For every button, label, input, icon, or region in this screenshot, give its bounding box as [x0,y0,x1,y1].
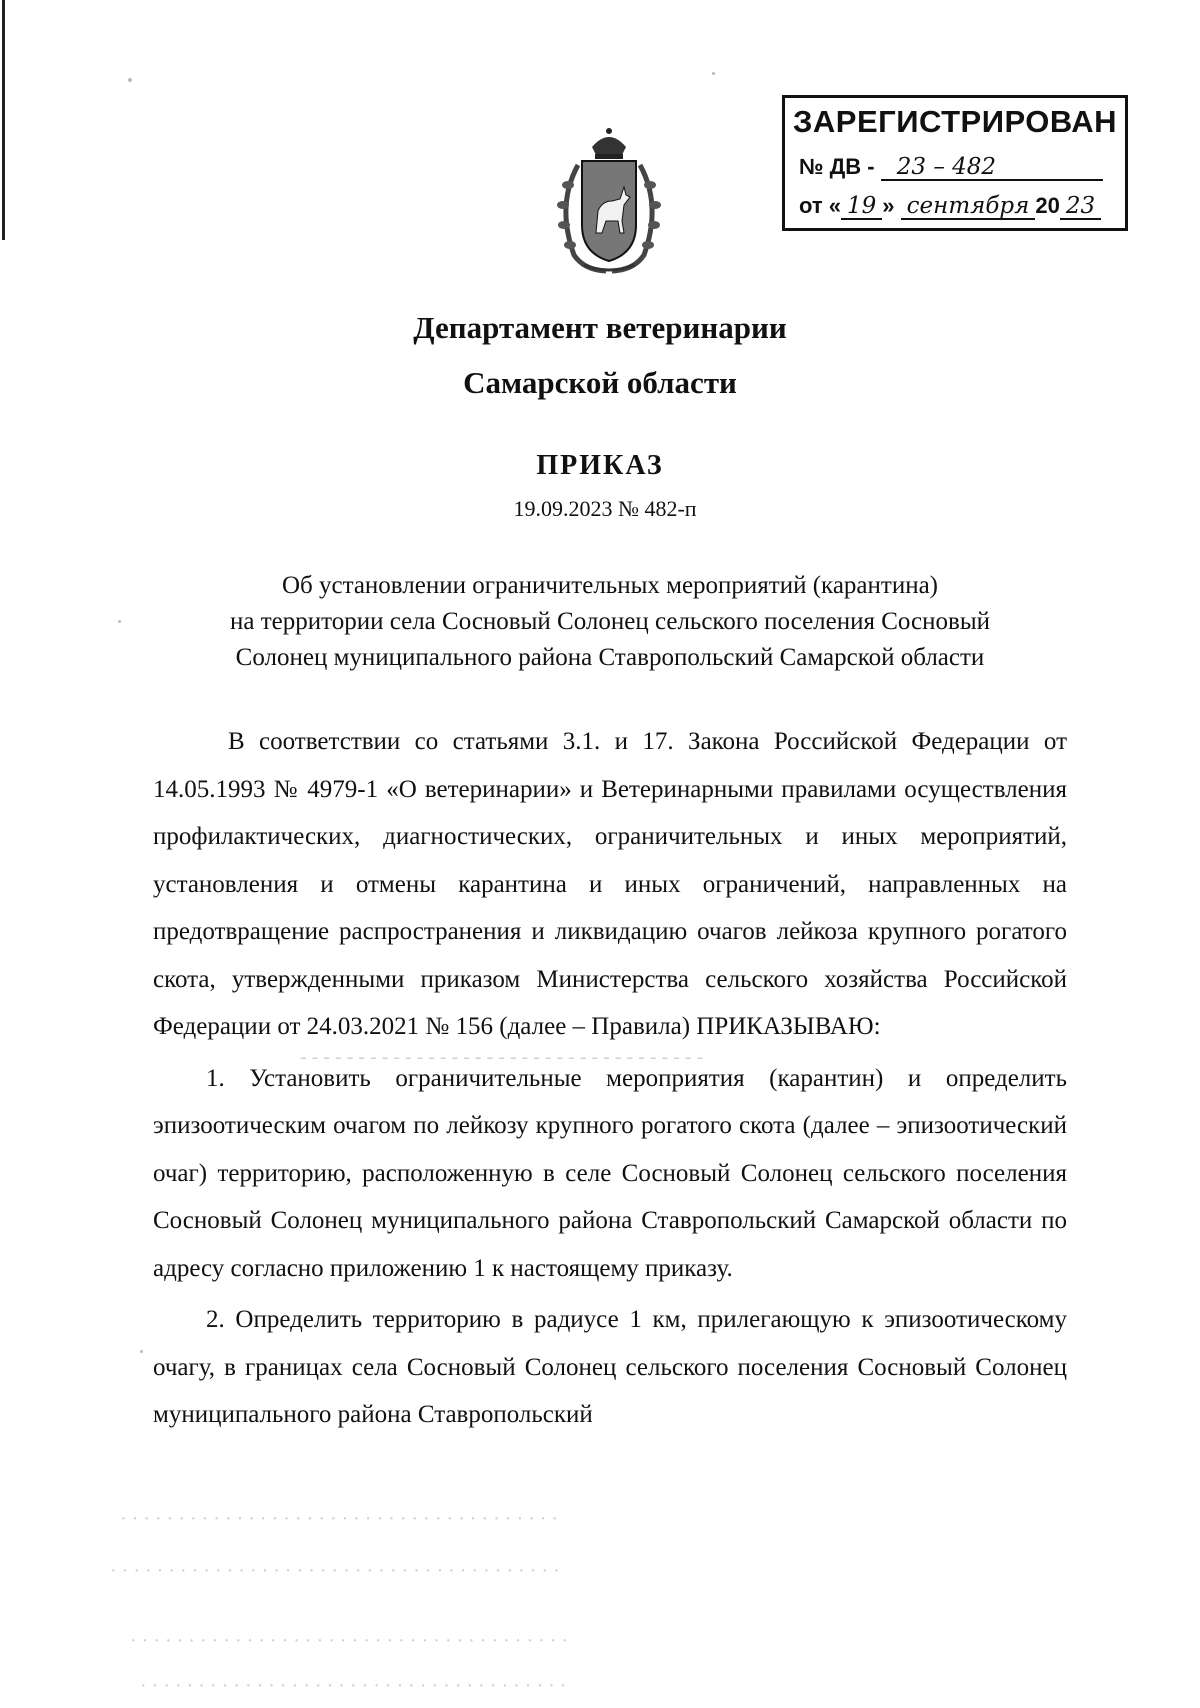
scan-edge-line [2,0,5,240]
stamp-year-prefix: 20 [1035,193,1060,218]
bleed-through-text: - - - - - - - - - - - - - - - - - - - - - - - - - - - - - - - - - - - [300,1046,704,1068]
coat-of-arms-icon [548,125,670,275]
stamp-year-suffix: 23 [1060,194,1101,220]
bleed-through-text: · · · · · · · · · · · · · · · · · · · · · · · · · · · · · · · · · · · · · · [130,1630,569,1652]
bleed-through-text: · · · · · · · · · · · · · · · · · · · · · · · · · · · · · · · · · · · · · [140,1675,567,1697]
organization-name: Департамент ветеринарии [413,310,787,345]
bleed-through-text: · · · · · · · · · · · · · · · · · · · · · · · · · · · · · · · · · · · · · · [120,1508,559,1530]
stamp-date-prefix: от « [799,193,842,218]
order-item-1: 1. Установить ограничительные мероприятия (карантин) и определить эпизоотическим очагом по лейкозу крупного рогатого скота (далее – эпизоотический очаг) территорию, расположенную в селе Сосновый Солонец сельского поселения Сосновый Солонец муниципального района Ставропольский Самарской области по адресу согласно приложению 1 к настоящему приказу. [153,1064,1067,1282]
stamp-date-month: сентября [901,194,1036,220]
scan-speck [128,78,132,82]
stamp-number-handwritten: 23 – 482 [881,155,1103,181]
scan-speck [712,72,715,75]
stamp-date-day: 19 [841,194,882,220]
document-number: 19.09.2023 № 482-п [513,496,697,521]
organization-region: Самарской области [463,365,737,400]
subject-line: Солонец муниципального района Ставропольский Самарской области [235,644,985,671]
preamble-paragraph: В соответствии со статьями 3.1. и 17. Закона Российской Федерации от 14.05.1993 № 4979-1 «О ветеринарии» и Ветеринарными правилами осуществления профилактических, диагностических, ограничительных и иных мероприятий, установления и отмены карантина и иных ограничений, направленных на предотвращение распространения и ликвидацию очагов лейкоза крупного рогатого скота, утвержденными приказом Министерства сельского хозяйства Российской Федерации от 24.03.2021 № 156 (далее – Правила) ПРИКАЗЫВАЮ: [153,728,1067,1040]
stamp-number-row [799,154,1113,181]
bleed-through-text: · · · · · · · · · · · · · · · · · · · · · · · · · · · · · · · · · · · · · · · [110,1560,560,1582]
stamp-title: ЗАРЕГИСТРИРОВАН [792,104,1118,139]
scan-speck [140,1350,143,1353]
subject-line: Об установлении ограничительных мероприятий (карантина) [281,572,939,599]
document-subject [140,568,1080,676]
stamp-date-row [799,193,1113,220]
stamp-number-label: № ДВ - [799,154,875,179]
registration-stamp [782,95,1128,231]
document-type: ПРИКАЗ [536,450,664,481]
order-item-2: 2. Определить территорию в радиусе 1 км, прилегающую к эпизоотическому очагу, в границах села Сосновый Солонец сельского поселения Сосновый Солонец муниципального района Ставропольский [153,1306,1067,1428]
stamp-date-mid: » [882,193,895,218]
scan-speck [118,620,121,623]
subject-line: на территории села Сосновый Солонец сельского поселения Сосновый [229,608,991,635]
document-body [153,718,1067,1439]
